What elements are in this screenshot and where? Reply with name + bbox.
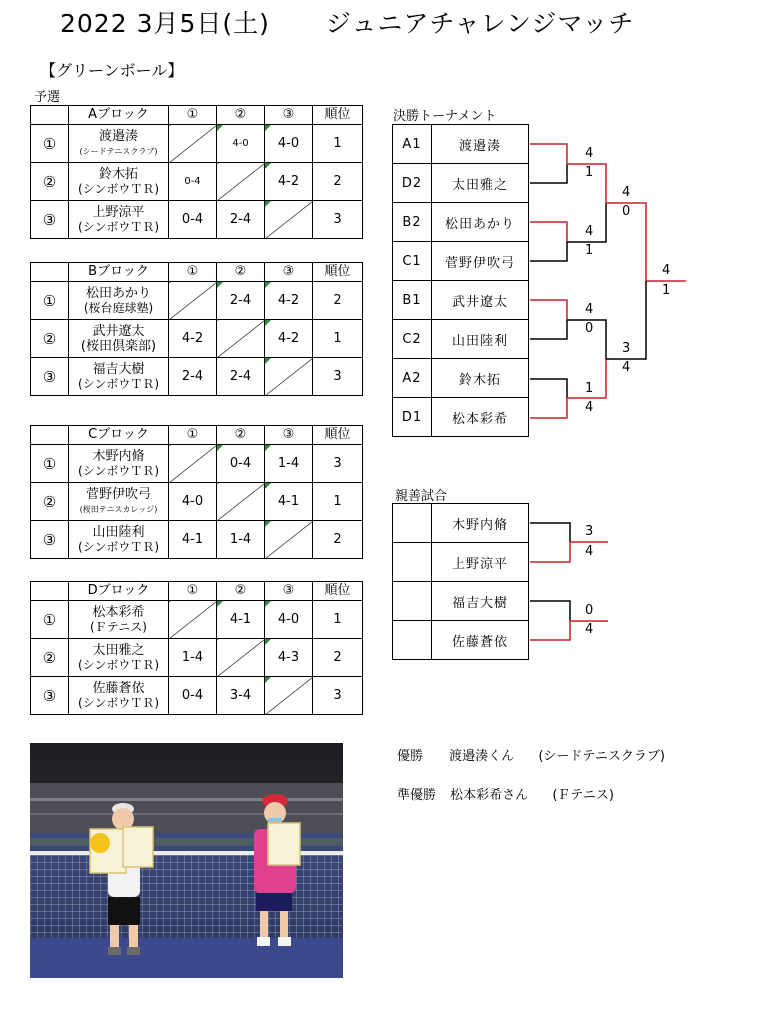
- player-club: (シードテニスクラブ): [79, 146, 158, 156]
- entry-name: 武井遼太: [432, 281, 529, 320]
- score-cell: 2-4: [169, 358, 217, 396]
- entry-name: 木野内脩: [432, 504, 529, 543]
- player-number: ②: [31, 320, 69, 358]
- player-club: (シンボウＴＲ): [77, 219, 160, 234]
- player-number: ③: [31, 677, 69, 715]
- player-club: (Ｆテニス): [90, 619, 147, 634]
- player-number: ①: [31, 601, 69, 639]
- score-label: 4: [585, 146, 594, 161]
- score-cell: 4-2: [265, 320, 313, 358]
- score-cell: 4-0: [217, 125, 265, 163]
- winners-photo: [30, 743, 343, 978]
- entry-seed: D1: [393, 398, 432, 437]
- player-name: 松田あかり: [85, 285, 151, 301]
- player-club: (桜田テニスカレッジ): [79, 504, 158, 514]
- score-cell: 1-4: [169, 639, 217, 677]
- prelim-label: 予選: [34, 90, 61, 105]
- entry-seed: A1: [393, 125, 432, 164]
- score-label: 4: [585, 544, 594, 559]
- final-label: 決勝トーナメント: [393, 109, 497, 124]
- block-name: Aブロック: [69, 106, 169, 125]
- score-label: 4: [585, 400, 594, 415]
- bracket-win-line: [530, 398, 567, 418]
- winner-name: 渡邉湊くん: [449, 749, 515, 764]
- col-header: ①: [169, 263, 217, 282]
- event-date: 2022 3月5日(土): [60, 9, 270, 38]
- col-header-rank: 順位: [313, 263, 363, 282]
- bracket-line: [530, 320, 567, 339]
- runner-up-name: 松本彩希さん: [450, 788, 529, 803]
- score-cell: 4-0: [265, 601, 313, 639]
- rank-cell: 1: [313, 125, 363, 163]
- score-cell: 4-1: [265, 483, 313, 521]
- col-header: ③: [265, 426, 313, 445]
- rank-cell: 2: [313, 282, 363, 320]
- player-club: (シンボウＴＲ): [77, 695, 160, 710]
- score-cell: 4-0: [169, 483, 217, 521]
- score-cell: 4-2: [169, 320, 217, 358]
- player-name: 武井遼太: [92, 323, 145, 339]
- rank-cell: 2: [313, 521, 363, 559]
- player-name: 木野内脩: [92, 448, 145, 464]
- block-name: Bブロック: [69, 263, 169, 282]
- rank-cell: 3: [313, 358, 363, 396]
- score-cell: 3-4: [217, 677, 265, 715]
- score-cell: 2-4: [217, 201, 265, 239]
- bracket-line: [530, 379, 567, 398]
- score-label: 4: [585, 622, 594, 637]
- player-club: (シンボウＴＲ): [77, 181, 160, 196]
- runner-up-club: (Ｆテニス): [552, 788, 614, 803]
- col-header: ②: [217, 106, 265, 125]
- score-cell: 0-4: [169, 163, 217, 201]
- player-club: (桜台庭球塾): [83, 300, 154, 315]
- player-name: 松本彩希: [92, 604, 145, 620]
- player-number: ②: [31, 163, 69, 201]
- entry-seed: B2: [393, 203, 432, 242]
- entry-name: 松田あかり: [432, 203, 529, 242]
- score-cell: 4-0: [265, 125, 313, 163]
- block-name: Dブロック: [69, 582, 169, 601]
- player-club: (シンボウＴＲ): [77, 657, 160, 672]
- player-number: ①: [31, 125, 69, 163]
- score-cell: 4-3: [265, 639, 313, 677]
- score-cell: 2-4: [217, 358, 265, 396]
- player-number: ②: [31, 483, 69, 521]
- score-label: 4: [622, 360, 631, 375]
- score-label: 1: [585, 165, 594, 180]
- player-number: ③: [31, 521, 69, 559]
- winner-line: [397, 745, 665, 764]
- player-number: ①: [31, 445, 69, 483]
- bracket-line: [530, 601, 570, 621]
- player-name: 上野涼平: [92, 204, 145, 220]
- score-label: 1: [662, 283, 671, 298]
- score-cell: 0-4: [169, 201, 217, 239]
- player-name: 渡邉湊: [98, 128, 138, 144]
- score-cell: 1-4: [217, 521, 265, 559]
- col-header-rank: 順位: [313, 582, 363, 601]
- player-number: ③: [31, 358, 69, 396]
- col-header-rank: 順位: [313, 426, 363, 445]
- entry-name: 上野涼平: [432, 543, 529, 582]
- score-label: 0: [585, 603, 594, 618]
- score-cell: 4-1: [217, 601, 265, 639]
- bracket-win-line: [530, 144, 567, 164]
- entry-seed: C2: [393, 320, 432, 359]
- col-header: ②: [217, 582, 265, 601]
- col-header: ①: [169, 582, 217, 601]
- entry-seed: A2: [393, 359, 432, 398]
- col-header: ③: [265, 106, 313, 125]
- player-name: 佐藤蒼依: [92, 680, 145, 696]
- event-name: ジュニアチャレンジマッチ: [325, 9, 635, 38]
- col-header-rank: 順位: [313, 106, 363, 125]
- rank-cell: 3: [313, 201, 363, 239]
- bracket-win-line: [606, 203, 686, 281]
- score-label: 4: [585, 302, 594, 317]
- col-header: ①: [169, 106, 217, 125]
- bracket-line: [530, 164, 567, 183]
- entry-seed: D2: [393, 164, 432, 203]
- rank-cell: 1: [313, 601, 363, 639]
- entry-name: 福吉大樹: [432, 582, 529, 621]
- rank-cell: 2: [313, 163, 363, 201]
- player-club: (桜田倶楽部): [80, 338, 157, 354]
- bracket-line: [530, 242, 567, 261]
- entry-name: 菅野伊吹弓: [432, 242, 529, 281]
- winner-club: (シードテニスクラブ): [538, 749, 665, 764]
- score-label: 3: [622, 341, 631, 356]
- runner-up-line: [397, 784, 614, 803]
- score-cell: 2-4: [217, 282, 265, 320]
- entry-seed: B1: [393, 281, 432, 320]
- col-header: ②: [217, 263, 265, 282]
- score-label: 0: [622, 204, 631, 219]
- bracket-win-line: [530, 300, 567, 320]
- score-cell: 0-4: [169, 677, 217, 715]
- player-club: (シンボウＴＲ): [77, 463, 160, 478]
- score-label: 1: [585, 381, 594, 396]
- runner-up-label: 準優勝: [397, 788, 437, 803]
- entry-name: 山田陸利: [432, 320, 529, 359]
- score-label: 3: [585, 524, 594, 539]
- score-label: 4: [662, 263, 671, 278]
- player-name: 菅野伊吹弓: [85, 486, 151, 502]
- entry-name: 太田雅之: [432, 164, 529, 203]
- player-number: ③: [31, 201, 69, 239]
- block-name: Cブロック: [69, 426, 169, 445]
- player-club: (シンボウＴＲ): [77, 376, 160, 391]
- score-label: 4: [622, 185, 631, 200]
- score-cell: 4-1: [169, 521, 217, 559]
- player-number: ②: [31, 639, 69, 677]
- score-cell: 0-4: [217, 445, 265, 483]
- col-header: ①: [169, 426, 217, 445]
- winner-label: 優勝: [397, 749, 424, 764]
- rank-cell: 3: [313, 677, 363, 715]
- score-cell: 4-2: [265, 163, 313, 201]
- bracket-line: [530, 523, 570, 542]
- player-name: 太田雅之: [92, 642, 145, 658]
- entry-name: 渡邉湊: [432, 125, 529, 164]
- category-label: 【グリーンボール】: [40, 61, 184, 80]
- player-name: 山田陸利: [92, 524, 145, 540]
- score-cell: 1-4: [265, 445, 313, 483]
- bracket-win-line: [530, 621, 608, 640]
- player-club: (シンボウＴＲ): [77, 539, 160, 554]
- player-name: 福吉大樹: [92, 361, 145, 377]
- player-number: ①: [31, 282, 69, 320]
- col-header: ③: [265, 263, 313, 282]
- col-header: ③: [265, 582, 313, 601]
- bracket-win-line: [530, 542, 608, 562]
- bracket-win-line: [530, 222, 567, 242]
- rank-cell: 3: [313, 445, 363, 483]
- score-label: 0: [585, 321, 594, 336]
- rank-cell: 2: [313, 639, 363, 677]
- entry-name: 佐藤蒼依: [432, 621, 529, 660]
- score-label: 1: [585, 243, 594, 258]
- friendly-label: 親善試合: [395, 489, 448, 504]
- score-cell: 4-2: [265, 282, 313, 320]
- player-name: 鈴木拓: [98, 166, 138, 182]
- entry-seed: C1: [393, 242, 432, 281]
- col-header: ②: [217, 426, 265, 445]
- rank-cell: 1: [313, 320, 363, 358]
- entry-name: 鈴木拓: [432, 359, 529, 398]
- rank-cell: 1: [313, 483, 363, 521]
- score-label: 4: [585, 224, 594, 239]
- entry-name: 松本彩希: [432, 398, 529, 437]
